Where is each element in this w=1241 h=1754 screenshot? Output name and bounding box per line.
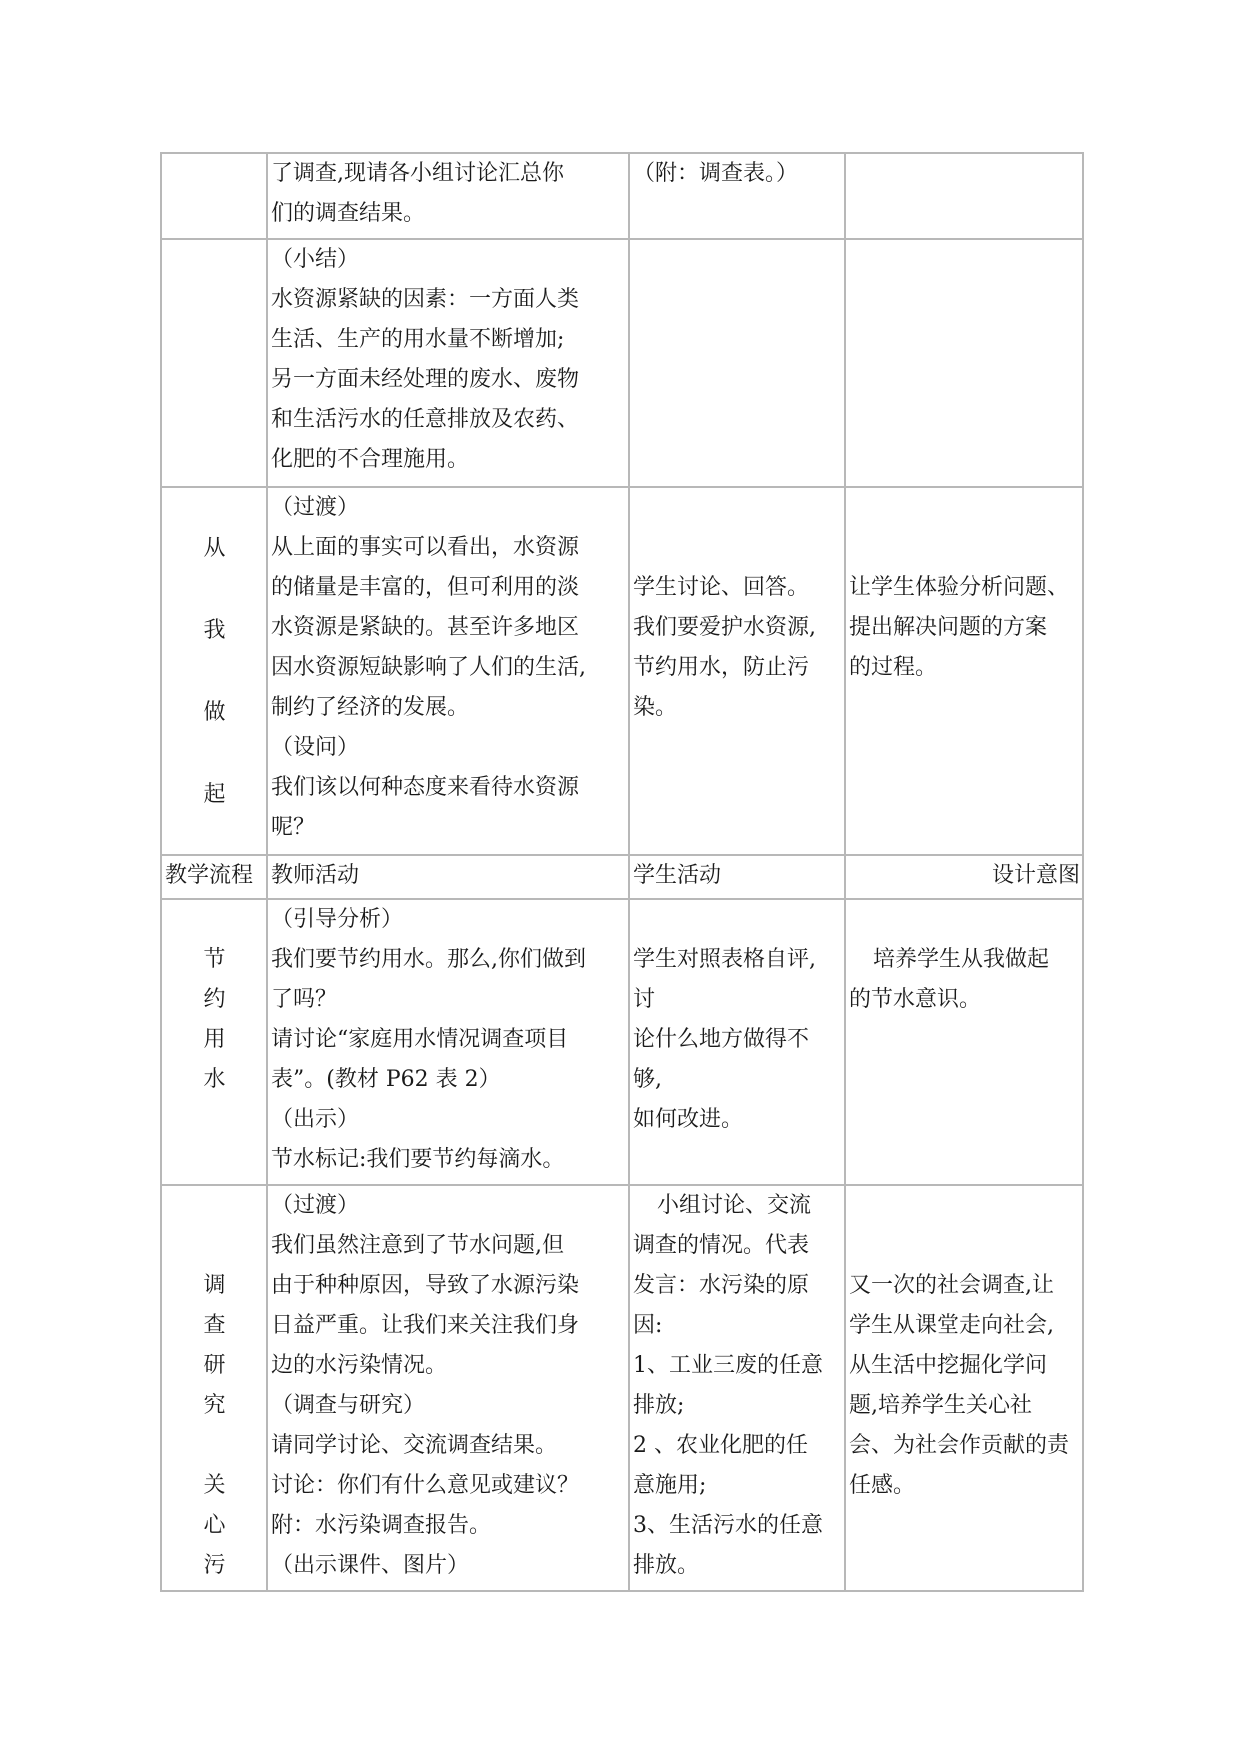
teacher-line: 从上面的事实可以看出，水资源: [271, 535, 580, 560]
teacher-activity-cell: [267, 487, 629, 855]
student-line: 1、工业三废的任意: [633, 1353, 823, 1378]
table-row: [161, 899, 1083, 1185]
design-line: 任感。: [849, 1473, 916, 1498]
teacher-line: 和生活污水的任意排放及农药、: [271, 407, 580, 432]
teacher-line: 边的水污染情况。: [271, 1353, 448, 1378]
student-line: 染。: [633, 695, 678, 720]
design-line: 学生从课堂走向社会,: [849, 1313, 1054, 1338]
teacher-line: 请讨论“家庭用水情况调查项目: [271, 1027, 569, 1052]
teacher-line: 水资源紧缺的因素：一方面人类: [271, 287, 580, 312]
stage-label: [165, 508, 264, 836]
student-activity-cell: [629, 487, 845, 855]
design-line: 会、为社会作贡献的责: [849, 1433, 1070, 1458]
teacher-line: 化肥的不合理施用。: [271, 447, 470, 472]
student-activity-cell: [629, 899, 845, 1185]
student-line: 论什么地方做得不: [633, 1027, 810, 1052]
stage-char: 心: [203, 1513, 226, 1538]
teacher-activity-cell: [267, 1185, 629, 1591]
stage-char: 做: [203, 700, 226, 725]
table-row: [161, 153, 1083, 239]
student-line: 2 、农业化肥的任: [633, 1433, 808, 1458]
teacher-line: （过渡）: [271, 495, 360, 520]
design-intent-cell: [845, 1185, 1083, 1591]
stage-label: [165, 940, 264, 1100]
stage-cell: [161, 487, 267, 855]
student-line: 学生对照表格自评,: [633, 947, 816, 972]
stage-cell: [161, 1185, 267, 1591]
design-line: 让学生体验分析问题、: [849, 575, 1070, 600]
student-line: 够,: [633, 1067, 662, 1092]
design-line: 从生活中挖掘化学问: [849, 1353, 1048, 1378]
teacher-line: 由于种种原因，导致了水源污染: [271, 1273, 580, 1298]
teacher-line: （出示）: [271, 1107, 360, 1132]
teacher-line: 我们该以何种态度来看待水资源: [271, 775, 580, 800]
stage-label: [165, 1266, 264, 1586]
teacher-line: 水资源是紧缺的。甚至许多地区: [271, 615, 580, 640]
header-student: 学生活动: [629, 855, 845, 899]
teacher-line: 生活、生产的用水量不断增加;: [271, 327, 565, 352]
teacher-line: （出示课件、图片）: [271, 1553, 470, 1578]
student-line: 如何改进。: [633, 1107, 744, 1132]
student-line: 小组讨论、交流: [657, 1193, 812, 1218]
teacher-line: 呢？: [271, 815, 316, 840]
student-line: 排放。: [633, 1553, 700, 1578]
teacher-line: （小结）: [271, 247, 360, 272]
design-intent-cell: [845, 487, 1083, 855]
stage-char: 究: [203, 1393, 226, 1418]
stage-char: 约: [203, 987, 226, 1012]
header-stage: 教学流程: [161, 855, 267, 899]
table-row: [161, 1185, 1083, 1591]
stage-char: 用: [203, 1027, 226, 1052]
teacher-line: 附：水污染调查报告。: [271, 1513, 492, 1538]
stage-char: 起: [203, 782, 226, 807]
stage-char: 水: [203, 1067, 226, 1092]
teacher-line: 了调查,现请各小组讨论汇总你: [271, 161, 564, 186]
teacher-line: （引导分析）: [271, 907, 404, 932]
student-line: 3、生活污水的任意: [633, 1513, 823, 1538]
design-intent-cell: [845, 239, 1083, 487]
teacher-line: 因水资源短缺影响了人们的生活,: [271, 655, 586, 680]
teacher-activity-cell: [267, 153, 629, 239]
student-line: （附：调查表。）: [633, 161, 799, 186]
student-activity-cell: [629, 239, 845, 487]
design-line: 培养学生从我做起: [873, 947, 1050, 972]
design-intent-cell: [845, 153, 1083, 239]
teacher-line: 日益严重。让我们来关注我们身: [271, 1313, 580, 1338]
table-row: [161, 487, 1083, 855]
teacher-line: 请同学讨论、交流调查结果。: [271, 1433, 558, 1458]
header-teacher: 教师活动: [267, 855, 629, 899]
student-activity-cell: [629, 1185, 845, 1591]
teacher-activity-cell: [267, 899, 629, 1185]
design-line: 又一次的社会调查,让: [849, 1273, 1054, 1298]
teacher-line: 们的调查结果。: [271, 201, 426, 226]
stage-char: 我: [203, 618, 226, 643]
teacher-line: （调查与研究）: [271, 1393, 426, 1418]
design-line: 的过程。: [849, 655, 938, 680]
teacher-line: 另一方面未经处理的废水、废物: [271, 367, 580, 392]
stage-cell: [161, 899, 267, 1185]
student-line: 发言：水污染的原: [633, 1273, 810, 1298]
teacher-line: 讨论：你们有什么意见或建议？: [271, 1473, 580, 1498]
stage-char: 污: [203, 1553, 226, 1578]
teacher-line: 制约了经济的发展。: [271, 695, 470, 720]
stage-char: 从: [203, 536, 226, 561]
student-line: 排放;: [633, 1393, 685, 1418]
student-line: 调查的情况。代表: [633, 1233, 810, 1258]
teacher-line: 了吗？: [271, 987, 338, 1012]
student-activity-cell: [629, 153, 845, 239]
teacher-activity-cell: [267, 239, 629, 487]
teacher-line: 的储量是丰富的，但可利用的淡: [271, 575, 580, 600]
student-line: 学生讨论、回答。: [633, 575, 810, 600]
teacher-line: 节水标记:我们要节约每滴水。: [271, 1147, 565, 1172]
stage-char: 调: [203, 1273, 226, 1298]
student-line: 讨: [633, 987, 656, 1012]
design-line: 题,培养学生关心社: [849, 1393, 1032, 1418]
stage-char: 研: [203, 1353, 226, 1378]
student-line: 意施用;: [633, 1473, 707, 1498]
teacher-line: 我们要节约用水。那么,你们做到: [271, 947, 586, 972]
student-line: 节约用水，防止污: [633, 655, 810, 680]
teacher-line: （过渡）: [271, 1193, 360, 1218]
teacher-line: 我们虽然注意到了节水问题,但: [271, 1233, 564, 1258]
stage-char: [165, 1426, 264, 1466]
stage-char: 查: [203, 1313, 226, 1338]
student-line: 因:: [633, 1313, 663, 1338]
header-design: 设计意图: [845, 855, 1083, 899]
teacher-line: （设问）: [271, 735, 360, 760]
table-header-row: [161, 855, 1083, 899]
lesson-plan-table: [160, 152, 1084, 1592]
stage-char: 节: [203, 947, 226, 972]
teacher-line: 表”。(教材 P62 表 2）: [271, 1067, 501, 1092]
stage-char: 关: [203, 1473, 226, 1498]
design-intent-cell: [845, 899, 1083, 1185]
student-line: 我们要爱护水资源,: [633, 615, 816, 640]
design-line: 提出解决问题的方案: [849, 615, 1048, 640]
design-line: 的节水意识。: [849, 987, 982, 1012]
stage-cell: [161, 153, 267, 239]
stage-cell: [161, 239, 267, 487]
table-row: [161, 239, 1083, 487]
